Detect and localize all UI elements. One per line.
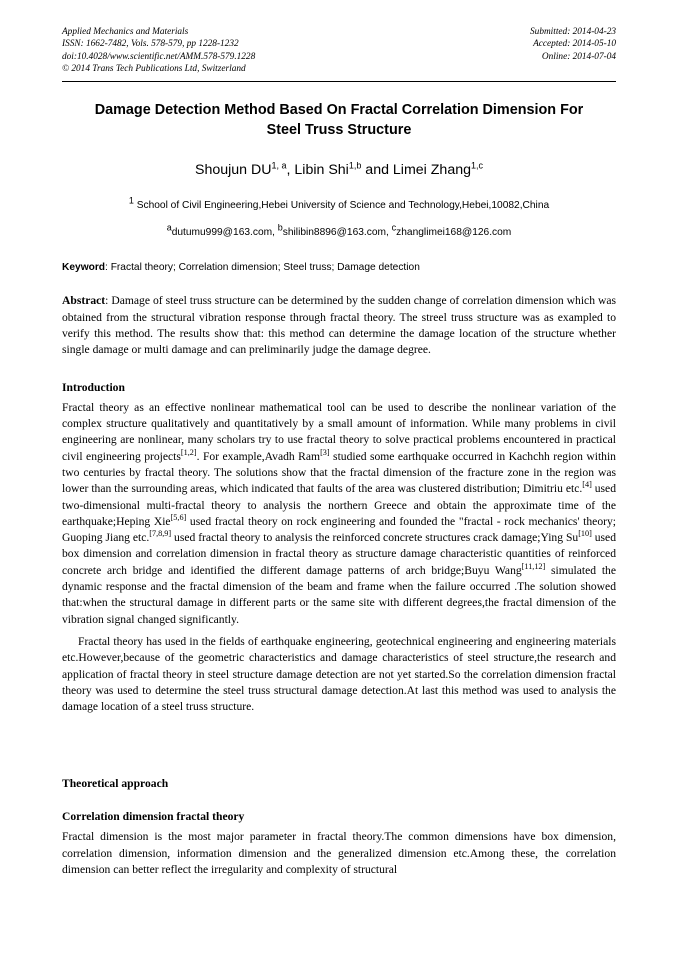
intro-text-2: . For example,Avadh Ram (196, 449, 321, 463)
intro-text-7: used box dimension and correlation dimension in fractal theory as structure damage characteristic quantities of reinforced concrete arch bridge and identified the different damage patterns of arch bridge;Buyu Wang (62, 531, 616, 577)
keywords-line (62, 262, 616, 273)
author-1-name: Shoujun DU (194, 162, 272, 179)
citation-2[interactable]: [3] (320, 447, 330, 457)
author-1-affiliation-marker: 1, a (271, 160, 287, 171)
journal-issn-volume: ISSN: 1662-7482, Vols. 578-579, pp 1228-1232 (62, 39, 239, 50)
citation-5[interactable]: [7,8,9] (149, 529, 172, 539)
author-emails (62, 222, 616, 239)
introduction-paragraph-2: Fractal theory has used in the fields of earthquake engineering, geotechnical engineering and engineering materials etc.However,because of the geometric characteristics and damage characteristics of steel structure,the research and application of fractal theory in steel structure damage detection are not yet started.So the correlation dimension fractal theory was used to determine the steel truss structural damage detection.At last this method was used to analysis the damage location of a steel truss structure. (62, 634, 616, 714)
affiliation (62, 195, 616, 212)
email-marker-a: a (166, 222, 172, 233)
submitted-date: Submitted: 2014-04-23 (530, 27, 616, 37)
author-3-name: Limei Zhang (392, 162, 471, 179)
journal-doi: doi:10.4028/www.scientific.net/AMM.578-579.1228 (62, 51, 256, 62)
author-conjunction: and (361, 162, 393, 179)
journal-header-left (62, 26, 255, 75)
intro-text-4: used two-dimensional multi-fractal theory to analysis the northern Greece and obtain the approximate time of the earthquake;Heping Xie (62, 482, 616, 528)
journal-header-right (530, 26, 616, 63)
journal-header (62, 26, 616, 75)
affiliation-text: School of Civil Engineering,Hebei University of Science and Technology,Hebei,10082,China (133, 200, 550, 212)
intro-text-3: studied some earthquake occurred in Kachchh region within two centuries by fractal theory. The solutions show that the fractal dimension of the fracture zone in the region was lower than the surrounding areas, which indicated that faults of the area was clustered distribution; Dimitriu etc. (62, 449, 616, 496)
journal-name: Applied Mechanics and Materials (62, 27, 189, 37)
citation-6[interactable]: [10] (578, 529, 592, 539)
section-heading-theoretical-approach: Theoretical approach (62, 777, 169, 791)
email-marker-b: b (277, 222, 283, 233)
citation-1[interactable]: [1,2] (180, 447, 197, 457)
email-marker-c: c (391, 222, 397, 233)
author-2-affiliation-marker: 1,b (348, 160, 362, 171)
author-list (62, 162, 616, 178)
abstract-label: Abstract (62, 294, 106, 308)
keywords-label: Keyword (62, 262, 106, 274)
abstract-paragraph (62, 293, 616, 359)
intro-text-5: used fractal theory on rock engineering and founded the "fractal - rock mechanics' theory; Guoping Jiang etc. (62, 514, 617, 545)
introduction-paragraph-1 (62, 400, 616, 628)
citation-7[interactable]: [11,12] (521, 561, 546, 571)
accepted-date: Accepted: 2014-05-10 (533, 39, 616, 50)
online-date: Online: 2014-07-04 (541, 51, 616, 62)
email-a[interactable]: dutumu999@163.com, (171, 227, 278, 239)
abstract-text: : Damage of steel truss structure can be determined by the sudden change of correlation dimension which was obtained from the structural vibration response through fractal theory. The streel truss structure was as exampled to verify this method. The results show that: this method can determine the damage location of the structure whether single damage or multi damage and can preliminarily judge the damage degree. (62, 294, 616, 357)
author-separator-1: , (286, 162, 295, 179)
citation-3[interactable]: [4] (582, 480, 592, 490)
theoretical-paragraph-1: Fractal dimension is the most major parameter in fractal theory.The common dimensions have box dimension, correlation dimension, information dimension and the generalized dimension etc.Among these, the correlation dimension can better reflect the irregularity and complexity of structural (62, 830, 616, 877)
header-divider (62, 81, 616, 82)
intro-text-8: simulated the dynamic response and the fractal dimension of the beam and frame when the failure occurred .The solution showed that:when the structural damage in different parts or the same site with different degrees,the fractal dimension of the vibration signal changed significantly. (62, 563, 616, 626)
intro-text-6: used fractal theory to analysis the reinforced concrete structures crack damage;Ying Su (171, 531, 579, 545)
author-2-name: Libin Shi (294, 162, 349, 179)
citation-4[interactable]: [5,6] (170, 513, 187, 523)
author-3-affiliation-marker: 1,c (471, 160, 484, 171)
email-c[interactable]: zhanglimei168@126.com (396, 227, 512, 239)
intro-text-1: Fractal theory as an effective nonlinear mathematical tool can be used to describe the nonlinear variation of the complex structure qualitatively and quantitatively by a small amount of information. While many problems in civil engineering are nonlinear, many scholars try to use fractal theory to solve practical problems encountered in practical civil engineering projects (62, 400, 616, 463)
affiliation-marker: 1 (128, 195, 134, 206)
section-spacer (62, 715, 616, 755)
section-heading-introduction: Introduction (62, 380, 125, 394)
email-b[interactable]: shilibin8896@163.com, (282, 227, 392, 239)
page-title: Damage Detection Method Based On Fractal Correlation Dimension For Steel Truss Structure (94, 102, 584, 139)
subsection-heading-correlation-dimension: Correlation dimension fractal theory (62, 810, 245, 824)
journal-copyright: © 2014 Trans Tech Publications Ltd, Switzerland (62, 63, 246, 74)
keywords-value: : Fractal theory; Correlation dimension; Steel truss; Damage detection (105, 262, 420, 274)
